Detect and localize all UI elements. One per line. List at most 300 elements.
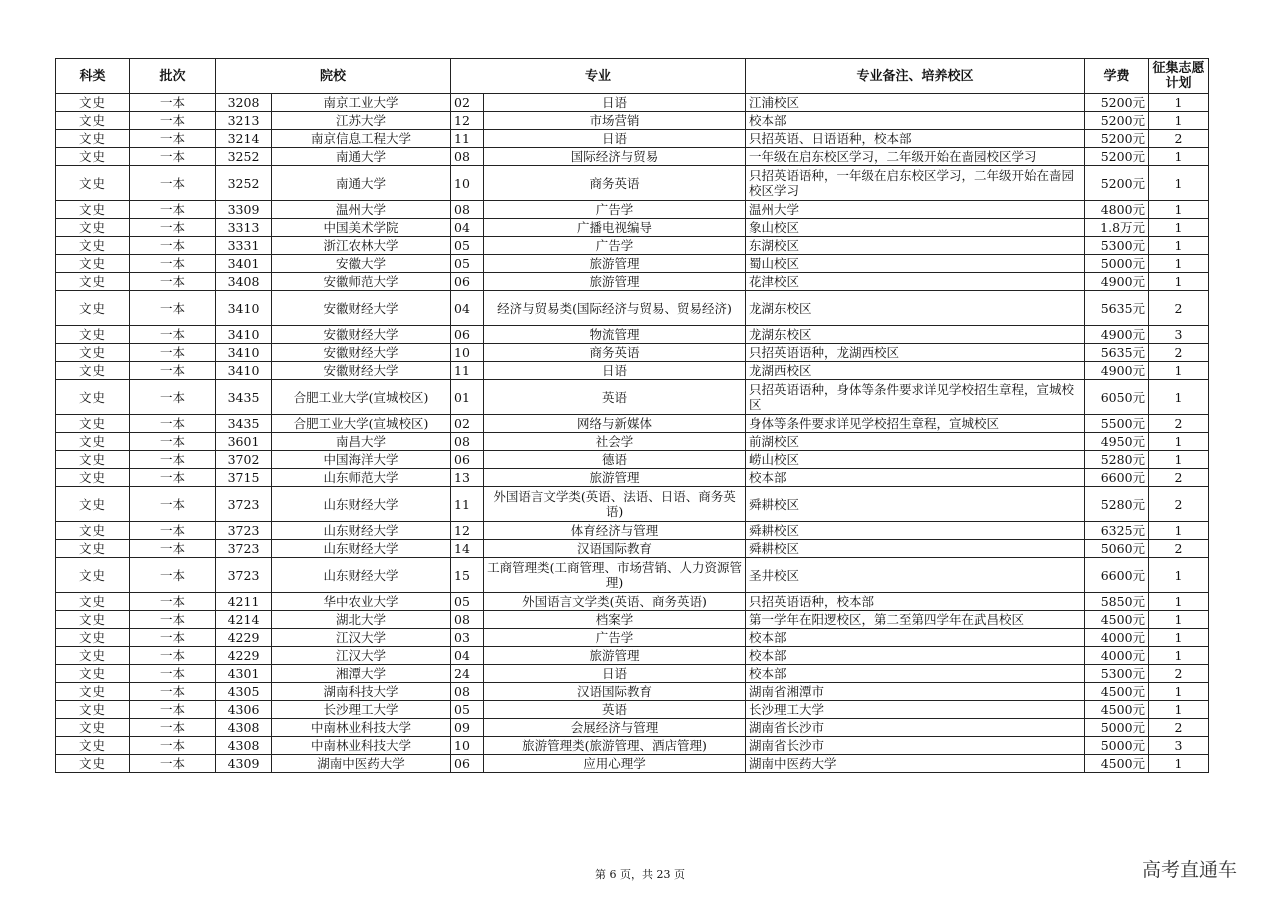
table-row xyxy=(56,701,1209,719)
table-row xyxy=(56,130,1209,148)
table-row xyxy=(56,166,1209,201)
cell-plan: 3 xyxy=(1149,737,1209,755)
cell-remarks: 温州大学 xyxy=(746,201,1085,219)
cell-tuition: 5000元 xyxy=(1085,255,1149,273)
table-row xyxy=(56,719,1209,737)
table-body xyxy=(56,94,1209,773)
cell-category: 文史 xyxy=(56,665,130,683)
cell-batch: 一本 xyxy=(130,344,216,362)
cell-major-name: 市场营销 xyxy=(484,112,746,130)
cell-major-code: 12 xyxy=(451,522,484,540)
cell-school-code: 4229 xyxy=(216,647,272,665)
cell-major-name: 网络与新媒体 xyxy=(484,415,746,433)
cell-tuition: 4500元 xyxy=(1085,611,1149,629)
cell-school-code: 3214 xyxy=(216,130,272,148)
cell-category: 文史 xyxy=(56,148,130,166)
cell-batch: 一本 xyxy=(130,487,216,522)
cell-school-name: 湖南中医药大学 xyxy=(272,755,451,773)
cell-remarks: 舜耕校区 xyxy=(746,522,1085,540)
admission-table xyxy=(55,58,1209,773)
cell-tuition: 5280元 xyxy=(1085,451,1149,469)
cell-major-code: 12 xyxy=(451,112,484,130)
cell-major-code: 06 xyxy=(451,451,484,469)
table-row xyxy=(56,647,1209,665)
cell-batch: 一本 xyxy=(130,433,216,451)
cell-school-code: 3213 xyxy=(216,112,272,130)
cell-batch: 一本 xyxy=(130,737,216,755)
table-row xyxy=(56,255,1209,273)
cell-plan: 2 xyxy=(1149,344,1209,362)
cell-remarks: 江浦校区 xyxy=(746,94,1085,112)
cell-major-code: 02 xyxy=(451,94,484,112)
cell-major-code: 08 xyxy=(451,433,484,451)
cell-batch: 一本 xyxy=(130,593,216,611)
cell-plan: 1 xyxy=(1149,522,1209,540)
cell-plan: 2 xyxy=(1149,665,1209,683)
cell-school-name: 温州大学 xyxy=(272,201,451,219)
table-row xyxy=(56,433,1209,451)
cell-remarks: 东湖校区 xyxy=(746,237,1085,255)
cell-category: 文史 xyxy=(56,201,130,219)
cell-major-name: 档案学 xyxy=(484,611,746,629)
cell-major-code: 02 xyxy=(451,415,484,433)
cell-category: 文史 xyxy=(56,593,130,611)
cell-remarks: 崂山校区 xyxy=(746,451,1085,469)
cell-major-name: 国际经济与贸易 xyxy=(484,148,746,166)
cell-batch: 一本 xyxy=(130,469,216,487)
table-row xyxy=(56,540,1209,558)
cell-plan: 1 xyxy=(1149,701,1209,719)
cell-tuition: 5200元 xyxy=(1085,112,1149,130)
table-row xyxy=(56,558,1209,593)
cell-remarks: 只招英语语种，一年级在启东校区学习，二年级开始在啬园校区学习 xyxy=(746,166,1085,201)
cell-remarks: 象山校区 xyxy=(746,219,1085,237)
cell-major-code: 03 xyxy=(451,629,484,647)
cell-tuition: 5000元 xyxy=(1085,737,1149,755)
cell-major-name: 日语 xyxy=(484,665,746,683)
cell-batch: 一本 xyxy=(130,255,216,273)
cell-school-name: 中国海洋大学 xyxy=(272,451,451,469)
cell-batch: 一本 xyxy=(130,665,216,683)
cell-school-name: 山东财经大学 xyxy=(272,487,451,522)
cell-school-code: 3331 xyxy=(216,237,272,255)
cell-major-code: 05 xyxy=(451,593,484,611)
cell-school-name: 合肥工业大学(宣城校区) xyxy=(272,380,451,415)
cell-major-name: 德语 xyxy=(484,451,746,469)
cell-batch: 一本 xyxy=(130,130,216,148)
header-category: 科类 xyxy=(56,59,130,94)
cell-tuition: 5850元 xyxy=(1085,593,1149,611)
cell-batch: 一本 xyxy=(130,647,216,665)
cell-plan: 1 xyxy=(1149,433,1209,451)
cell-school-name: 湖北大学 xyxy=(272,611,451,629)
cell-major-name: 英语 xyxy=(484,380,746,415)
header-batch: 批次 xyxy=(130,59,216,94)
cell-plan: 1 xyxy=(1149,94,1209,112)
cell-major-name: 旅游管理 xyxy=(484,273,746,291)
cell-tuition: 5060元 xyxy=(1085,540,1149,558)
cell-batch: 一本 xyxy=(130,611,216,629)
cell-category: 文史 xyxy=(56,540,130,558)
cell-major-name: 会展经济与管理 xyxy=(484,719,746,737)
cell-school-code: 3252 xyxy=(216,148,272,166)
cell-batch: 一本 xyxy=(130,148,216,166)
table-row xyxy=(56,487,1209,522)
cell-major-code: 11 xyxy=(451,487,484,522)
cell-batch: 一本 xyxy=(130,755,216,773)
cell-school-code: 3252 xyxy=(216,166,272,201)
cell-category: 文史 xyxy=(56,166,130,201)
cell-plan: 1 xyxy=(1149,629,1209,647)
header-remarks: 专业备注、培养校区 xyxy=(746,59,1085,94)
cell-major-code: 06 xyxy=(451,326,484,344)
cell-tuition: 5500元 xyxy=(1085,415,1149,433)
cell-major-name: 经济与贸易类(国际经济与贸易、贸易经济) xyxy=(484,291,746,326)
table-row xyxy=(56,219,1209,237)
cell-category: 文史 xyxy=(56,112,130,130)
brand-watermark: 高考直通车 xyxy=(1142,859,1238,881)
cell-school-name: 山东财经大学 xyxy=(272,540,451,558)
cell-major-name: 物流管理 xyxy=(484,326,746,344)
cell-plan: 1 xyxy=(1149,255,1209,273)
cell-major-code: 09 xyxy=(451,719,484,737)
cell-major-name: 体育经济与管理 xyxy=(484,522,746,540)
table-row xyxy=(56,362,1209,380)
cell-school-name: 长沙理工大学 xyxy=(272,701,451,719)
cell-remarks: 龙湖东校区 xyxy=(746,291,1085,326)
cell-tuition: 6050元 xyxy=(1085,380,1149,415)
cell-school-code: 3309 xyxy=(216,201,272,219)
cell-tuition: 1.8万元 xyxy=(1085,219,1149,237)
cell-school-name: 安徽财经大学 xyxy=(272,344,451,362)
table-row xyxy=(56,683,1209,701)
cell-plan: 1 xyxy=(1149,380,1209,415)
cell-tuition: 4950元 xyxy=(1085,433,1149,451)
cell-tuition: 4800元 xyxy=(1085,201,1149,219)
cell-major-name: 旅游管理 xyxy=(484,255,746,273)
cell-remarks: 湖南省湘潭市 xyxy=(746,683,1085,701)
cell-plan: 2 xyxy=(1149,487,1209,522)
cell-school-name: 安徽财经大学 xyxy=(272,326,451,344)
cell-major-code: 08 xyxy=(451,683,484,701)
cell-tuition: 5200元 xyxy=(1085,148,1149,166)
cell-major-name: 英语 xyxy=(484,701,746,719)
cell-batch: 一本 xyxy=(130,291,216,326)
cell-school-code: 3435 xyxy=(216,380,272,415)
cell-category: 文史 xyxy=(56,237,130,255)
cell-tuition: 5200元 xyxy=(1085,166,1149,201)
cell-batch: 一本 xyxy=(130,219,216,237)
table-row xyxy=(56,415,1209,433)
table-row xyxy=(56,112,1209,130)
cell-school-code: 3723 xyxy=(216,487,272,522)
cell-batch: 一本 xyxy=(130,629,216,647)
cell-school-code: 3723 xyxy=(216,558,272,593)
cell-major-name: 社会学 xyxy=(484,433,746,451)
cell-school-name: 中南林业科技大学 xyxy=(272,719,451,737)
cell-school-code: 3715 xyxy=(216,469,272,487)
cell-remarks: 长沙理工大学 xyxy=(746,701,1085,719)
cell-major-code: 13 xyxy=(451,469,484,487)
cell-category: 文史 xyxy=(56,380,130,415)
cell-school-code: 3401 xyxy=(216,255,272,273)
cell-plan: 1 xyxy=(1149,647,1209,665)
cell-major-name: 工商管理类(工商管理、市场营销、人力资源管理) xyxy=(484,558,746,593)
cell-batch: 一本 xyxy=(130,451,216,469)
cell-batch: 一本 xyxy=(130,415,216,433)
cell-category: 文史 xyxy=(56,611,130,629)
cell-tuition: 5635元 xyxy=(1085,291,1149,326)
cell-school-name: 南京信息工程大学 xyxy=(272,130,451,148)
cell-plan: 1 xyxy=(1149,593,1209,611)
cell-school-name: 合肥工业大学(宣城校区) xyxy=(272,415,451,433)
cell-major-code: 04 xyxy=(451,647,484,665)
cell-plan: 1 xyxy=(1149,148,1209,166)
cell-major-code: 11 xyxy=(451,362,484,380)
cell-school-name: 南京工业大学 xyxy=(272,94,451,112)
cell-major-code: 08 xyxy=(451,611,484,629)
cell-major-name: 旅游管理 xyxy=(484,469,746,487)
cell-category: 文史 xyxy=(56,469,130,487)
cell-remarks: 舜耕校区 xyxy=(746,540,1085,558)
cell-plan: 2 xyxy=(1149,469,1209,487)
cell-school-code: 3410 xyxy=(216,362,272,380)
cell-remarks: 湖南省长沙市 xyxy=(746,737,1085,755)
cell-school-name: 江苏大学 xyxy=(272,112,451,130)
cell-batch: 一本 xyxy=(130,380,216,415)
cell-school-code: 3601 xyxy=(216,433,272,451)
cell-school-name: 山东师范大学 xyxy=(272,469,451,487)
cell-major-code: 08 xyxy=(451,201,484,219)
cell-remarks: 只招英语语种，校本部 xyxy=(746,593,1085,611)
cell-school-code: 3408 xyxy=(216,273,272,291)
cell-school-name: 湘潭大学 xyxy=(272,665,451,683)
cell-remarks: 一年级在启东校区学习，二年级开始在啬园校区学习 xyxy=(746,148,1085,166)
cell-major-name: 日语 xyxy=(484,94,746,112)
cell-school-code: 3723 xyxy=(216,540,272,558)
table-row xyxy=(56,629,1209,647)
cell-tuition: 4000元 xyxy=(1085,647,1149,665)
cell-batch: 一本 xyxy=(130,273,216,291)
cell-major-code: 01 xyxy=(451,380,484,415)
cell-category: 文史 xyxy=(56,273,130,291)
table-row xyxy=(56,665,1209,683)
cell-major-code: 05 xyxy=(451,255,484,273)
cell-batch: 一本 xyxy=(130,719,216,737)
cell-school-code: 3435 xyxy=(216,415,272,433)
cell-tuition: 4500元 xyxy=(1085,755,1149,773)
cell-major-code: 05 xyxy=(451,701,484,719)
cell-tuition: 5280元 xyxy=(1085,487,1149,522)
cell-plan: 2 xyxy=(1149,130,1209,148)
cell-school-name: 山东财经大学 xyxy=(272,558,451,593)
cell-major-name: 广告学 xyxy=(484,629,746,647)
cell-major-code: 24 xyxy=(451,665,484,683)
cell-school-name: 江汉大学 xyxy=(272,629,451,647)
cell-plan: 2 xyxy=(1149,719,1209,737)
cell-school-name: 江汉大学 xyxy=(272,647,451,665)
cell-remarks: 校本部 xyxy=(746,112,1085,130)
cell-major-name: 外国语言文学类(英语、商务英语) xyxy=(484,593,746,611)
cell-tuition: 5300元 xyxy=(1085,237,1149,255)
cell-plan: 1 xyxy=(1149,219,1209,237)
cell-plan: 1 xyxy=(1149,611,1209,629)
cell-category: 文史 xyxy=(56,291,130,326)
cell-batch: 一本 xyxy=(130,683,216,701)
cell-category: 文史 xyxy=(56,130,130,148)
cell-category: 文史 xyxy=(56,219,130,237)
cell-plan: 1 xyxy=(1149,558,1209,593)
cell-major-code: 06 xyxy=(451,273,484,291)
header-plan: 征集志愿计划 xyxy=(1149,59,1209,94)
cell-school-name: 山东财经大学 xyxy=(272,522,451,540)
cell-batch: 一本 xyxy=(130,540,216,558)
cell-batch: 一本 xyxy=(130,166,216,201)
cell-school-code: 4214 xyxy=(216,611,272,629)
table-row xyxy=(56,755,1209,773)
cell-category: 文史 xyxy=(56,719,130,737)
cell-plan: 2 xyxy=(1149,415,1209,433)
cell-school-name: 安徽财经大学 xyxy=(272,291,451,326)
cell-batch: 一本 xyxy=(130,112,216,130)
cell-major-code: 04 xyxy=(451,219,484,237)
table-row xyxy=(56,611,1209,629)
table-row xyxy=(56,451,1209,469)
table-row xyxy=(56,237,1209,255)
cell-plan: 1 xyxy=(1149,201,1209,219)
cell-category: 文史 xyxy=(56,487,130,522)
cell-school-code: 4211 xyxy=(216,593,272,611)
cell-category: 文史 xyxy=(56,362,130,380)
cell-tuition: 4500元 xyxy=(1085,701,1149,719)
cell-remarks: 蜀山校区 xyxy=(746,255,1085,273)
cell-category: 文史 xyxy=(56,255,130,273)
cell-batch: 一本 xyxy=(130,558,216,593)
cell-plan: 1 xyxy=(1149,273,1209,291)
cell-school-code: 3208 xyxy=(216,94,272,112)
cell-school-code: 4308 xyxy=(216,719,272,737)
cell-major-code: 11 xyxy=(451,130,484,148)
cell-school-code: 3723 xyxy=(216,522,272,540)
cell-school-code: 4305 xyxy=(216,683,272,701)
cell-major-code: 06 xyxy=(451,755,484,773)
cell-major-code: 10 xyxy=(451,166,484,201)
cell-school-code: 3410 xyxy=(216,291,272,326)
cell-school-name: 华中农业大学 xyxy=(272,593,451,611)
table-row xyxy=(56,94,1209,112)
cell-major-code: 15 xyxy=(451,558,484,593)
cell-remarks: 身体等条件要求详见学校招生章程，宣城校区 xyxy=(746,415,1085,433)
cell-tuition: 5200元 xyxy=(1085,130,1149,148)
cell-major-name: 汉语国际教育 xyxy=(484,683,746,701)
cell-plan: 1 xyxy=(1149,451,1209,469)
cell-school-code: 3702 xyxy=(216,451,272,469)
cell-plan: 1 xyxy=(1149,362,1209,380)
cell-remarks: 只招英语语种，龙湖西校区 xyxy=(746,344,1085,362)
cell-major-name: 商务英语 xyxy=(484,344,746,362)
cell-major-code: 05 xyxy=(451,237,484,255)
cell-major-name: 外国语言文学类(英语、法语、日语、商务英语) xyxy=(484,487,746,522)
cell-batch: 一本 xyxy=(130,522,216,540)
cell-tuition: 4900元 xyxy=(1085,273,1149,291)
cell-remarks: 舜耕校区 xyxy=(746,487,1085,522)
table-row xyxy=(56,326,1209,344)
cell-remarks: 前湖校区 xyxy=(746,433,1085,451)
cell-tuition: 4500元 xyxy=(1085,683,1149,701)
cell-plan: 2 xyxy=(1149,291,1209,326)
cell-school-name: 湖南科技大学 xyxy=(272,683,451,701)
cell-batch: 一本 xyxy=(130,701,216,719)
cell-plan: 3 xyxy=(1149,326,1209,344)
cell-school-code: 3410 xyxy=(216,344,272,362)
cell-remarks: 湖南中医药大学 xyxy=(746,755,1085,773)
cell-school-name: 南昌大学 xyxy=(272,433,451,451)
cell-remarks: 花津校区 xyxy=(746,273,1085,291)
cell-tuition: 5200元 xyxy=(1085,94,1149,112)
cell-major-code: 14 xyxy=(451,540,484,558)
table-row xyxy=(56,291,1209,326)
cell-remarks: 校本部 xyxy=(746,665,1085,683)
cell-major-name: 旅游管理类(旅游管理、酒店管理) xyxy=(484,737,746,755)
cell-school-name: 安徽大学 xyxy=(272,255,451,273)
cell-tuition: 5300元 xyxy=(1085,665,1149,683)
cell-school-name: 安徽师范大学 xyxy=(272,273,451,291)
cell-category: 文史 xyxy=(56,433,130,451)
table-row xyxy=(56,593,1209,611)
cell-school-name: 安徽财经大学 xyxy=(272,362,451,380)
cell-remarks: 校本部 xyxy=(746,629,1085,647)
cell-category: 文史 xyxy=(56,94,130,112)
cell-remarks: 圣井校区 xyxy=(746,558,1085,593)
cell-category: 文史 xyxy=(56,683,130,701)
cell-category: 文史 xyxy=(56,755,130,773)
cell-plan: 1 xyxy=(1149,683,1209,701)
cell-tuition: 4900元 xyxy=(1085,326,1149,344)
table-row xyxy=(56,380,1209,415)
cell-remarks: 湖南省长沙市 xyxy=(746,719,1085,737)
cell-major-name: 广告学 xyxy=(484,201,746,219)
cell-school-name: 中南林业科技大学 xyxy=(272,737,451,755)
cell-tuition: 5000元 xyxy=(1085,719,1149,737)
cell-category: 文史 xyxy=(56,737,130,755)
cell-category: 文史 xyxy=(56,326,130,344)
cell-remarks: 校本部 xyxy=(746,647,1085,665)
cell-tuition: 6600元 xyxy=(1085,558,1149,593)
cell-remarks: 第一学年在阳逻校区，第二至第四学年在武昌校区 xyxy=(746,611,1085,629)
cell-major-code: 04 xyxy=(451,291,484,326)
table-row xyxy=(56,148,1209,166)
cell-school-code: 4229 xyxy=(216,629,272,647)
cell-tuition: 4900元 xyxy=(1085,362,1149,380)
table-row xyxy=(56,344,1209,362)
table-row xyxy=(56,522,1209,540)
cell-batch: 一本 xyxy=(130,201,216,219)
table-row xyxy=(56,201,1209,219)
cell-plan: 1 xyxy=(1149,237,1209,255)
cell-tuition: 6600元 xyxy=(1085,469,1149,487)
cell-category: 文史 xyxy=(56,647,130,665)
cell-category: 文史 xyxy=(56,451,130,469)
cell-batch: 一本 xyxy=(130,326,216,344)
cell-major-name: 商务英语 xyxy=(484,166,746,201)
cell-school-code: 4306 xyxy=(216,701,272,719)
cell-category: 文史 xyxy=(56,522,130,540)
cell-major-name: 汉语国际教育 xyxy=(484,540,746,558)
cell-remarks: 只招英语、日语语种，校本部 xyxy=(746,130,1085,148)
cell-major-code: 08 xyxy=(451,148,484,166)
cell-school-name: 中国美术学院 xyxy=(272,219,451,237)
cell-school-name: 浙江农林大学 xyxy=(272,237,451,255)
